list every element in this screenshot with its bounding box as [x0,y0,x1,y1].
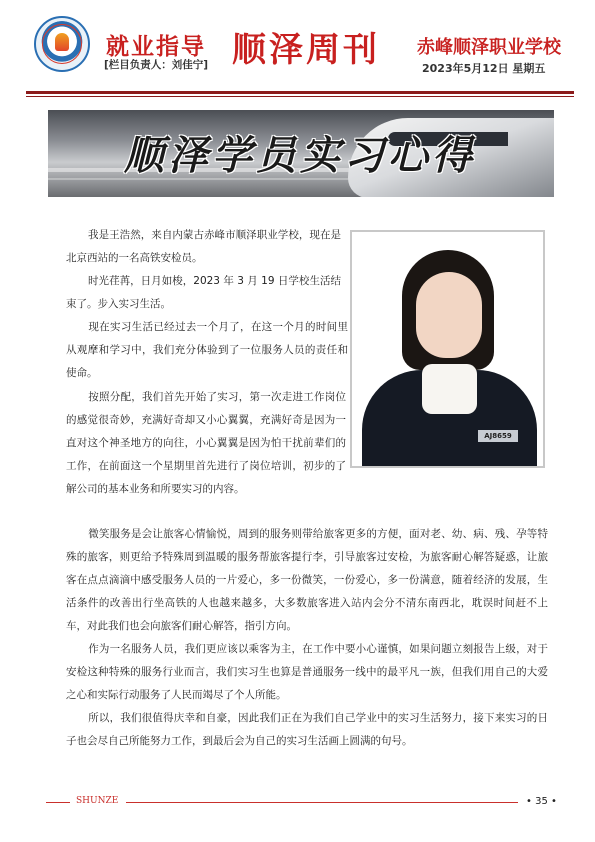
uniform-badge: AJ8659 [478,430,518,442]
page-number: • 35 • [526,796,557,807]
footer-brand: SHUNZE [76,796,119,806]
article-paragraph: 现在实习生活已经过去一个月了，在这一个月的时间里从观摩和学习中，我们充分体验到了一位服务人员的责任和使命。 [66,321,348,379]
footer-rule-left [46,802,70,803]
header-divider-thin [26,96,574,97]
publication-title: 顺泽周刊 [232,30,380,70]
column-title: 就业指导 [106,34,206,60]
article-title: 顺泽学员实习心得 [124,132,476,179]
article-paragraph: 按照分配，我们首先开始了实习，第一次走进工作岗位的感觉很奇妙，充满好奇却又小心翼翼，充满好奇是因为一直对这个神圣地方的向往，小心翼翼是因为怕干扰前辈们的工作，在前面这一个星期里首先进行了岗位培训，初步的了解公司的基本业务和所要实习的内容。 [66,391,346,495]
article-paragraph: 作为一名服务人员，我们更应该以乘客为主，在工作中要小心谨慎，如果问题立刻报告上级，对于安检这种特殊的服务行业而言，我们实习生也算是普通服务一线中的最平凡一族，但我们用自己的大爱之心和实际行动服务了人民而竭尽了个人所能。 [66,643,548,701]
student-photo [350,230,545,468]
header-divider [26,91,574,94]
issue-date: 2023年5月12日 星期五 [422,62,546,75]
page-header [0,0,595,88]
footer-rule-right [126,802,518,803]
article-paragraph: 所以，我们很值得庆幸和自豪，因此我们正在为我们自己学业中的实习生活努力，接下来实习的日子也会尽自己所能努力工作，到最后会为自己的实习生活画上圆满的句号。 [66,712,548,747]
article-paragraph: 微笑服务是会让旅客心情愉悦，周到的服务则带给旅客更多的方便，面对老、幼、病、残、孕等特殊的旅客，则更给予特殊周到温暖的服务帮旅客提行李，引导旅客过安检，为旅客耐心解答疑惑，让旅客在点点滴滴中感受服务人员的一片爱心，多一份微笑，一份爱心，多一份满意，随着经济的发展，生活条件的改善出行坐高铁的人也越来越多，大多数旅客进入站内会分不清东南西北，耽误时间赶不上车，对此我们也会向旅客们耐心解答，指引方向。 [66,528,548,632]
article-paragraph: 我是王浩然，来自内蒙古赤峰市顺泽职业学校，现在是北京西站的一名高铁安检员。 [66,229,341,264]
column-editor: [栏目负责人：刘佳宁] [104,59,209,71]
photo-collar [422,364,477,414]
school-name: 赤峰顺泽职业学校 [417,37,561,58]
photo-face [416,272,482,358]
title-banner [48,110,554,197]
article-paragraph: 时光荏苒，日月如梭，2023 年 3 月 19 日学校生活结束了。步入实习生活。 [66,275,341,310]
school-logo-icon [34,16,90,72]
logo-figure [55,33,69,51]
